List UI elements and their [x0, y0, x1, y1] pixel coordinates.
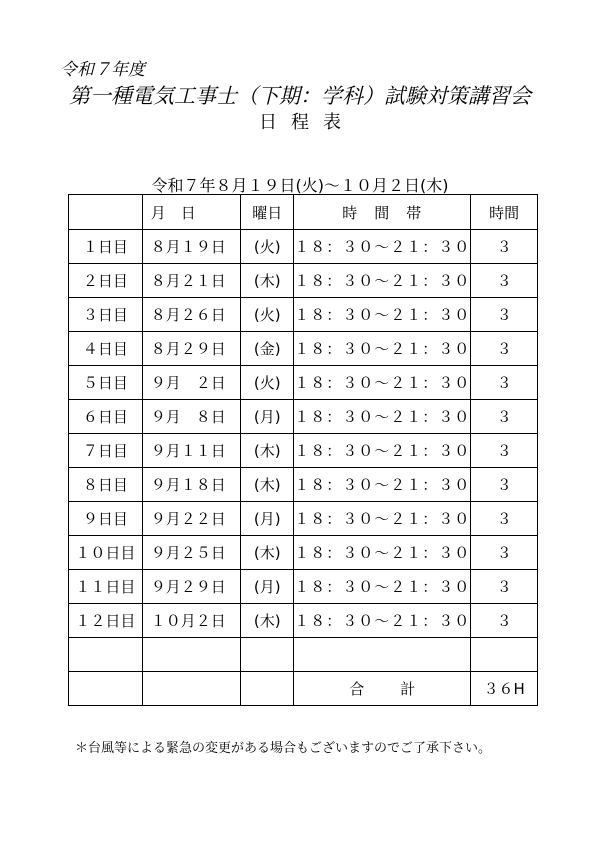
hours-cell: ３	[471, 400, 538, 434]
day-cell: ２日目	[69, 264, 143, 298]
weekday-cell: (木)	[241, 604, 294, 638]
schedule-body	[69, 230, 538, 706]
table-row	[69, 400, 538, 434]
time-cell: １８：３０～２１：３０	[294, 604, 471, 638]
time-cell: １８：３０～２１：３０	[294, 468, 471, 502]
schedule-table	[68, 194, 538, 706]
hours-cell: ３	[471, 264, 538, 298]
table-row	[69, 264, 538, 298]
table-row	[69, 298, 538, 332]
day-cell: １１日目	[69, 570, 143, 604]
weekday-cell: (火)	[241, 298, 294, 332]
weekday-cell: (火)	[241, 230, 294, 264]
date-cell: ９月 ２日	[142, 366, 240, 400]
time-cell: １８：３０～２１：３０	[294, 536, 471, 570]
date-cell: １０月２日	[142, 604, 240, 638]
header-cell-day	[69, 195, 143, 230]
header-cell-date: 月 日	[142, 195, 240, 230]
fiscal-year-label: 令和７年度	[60, 60, 145, 80]
table-row	[69, 536, 538, 570]
date-cell: ９月２２日	[142, 502, 240, 536]
hours-cell: ３	[471, 468, 538, 502]
hours-cell: ３	[471, 502, 538, 536]
table-row	[69, 468, 538, 502]
day-cell: ４日目	[69, 332, 143, 366]
date-cell: ９月１８日	[142, 468, 240, 502]
date-cell: ９月１１日	[142, 434, 240, 468]
hours-cell: ３	[471, 332, 538, 366]
table-row	[69, 570, 538, 604]
document-title: 第一種電気工事士（下期：学科）試験対策講習会	[69, 84, 531, 108]
time-cell: １８：３０～２１：３０	[294, 366, 471, 400]
weekday-cell: (金)	[241, 332, 294, 366]
day-cell: ５日目	[69, 366, 143, 400]
table-row	[69, 604, 538, 638]
total-row	[69, 672, 538, 706]
hours-cell: ３	[471, 604, 538, 638]
table-row	[69, 230, 538, 264]
hours-cell: ３	[471, 230, 538, 264]
empty-row	[69, 638, 538, 672]
weekday-cell: (火)	[241, 366, 294, 400]
day-cell: １日目	[69, 230, 143, 264]
day-cell: ３日目	[69, 298, 143, 332]
table-row	[69, 366, 538, 400]
header-cell-time: 時 間 帯	[294, 195, 471, 230]
table-row	[69, 502, 538, 536]
weekday-cell: (月)	[241, 400, 294, 434]
date-cell: ８月２６日	[142, 298, 240, 332]
hours-cell: ３	[471, 536, 538, 570]
date-cell: ８月２１日	[142, 264, 240, 298]
time-cell: １８：３０～２１：３０	[294, 570, 471, 604]
time-cell: １８：３０～２１：３０	[294, 400, 471, 434]
table-header-row	[69, 195, 538, 230]
date-cell: ８月１９日	[142, 230, 240, 264]
hours-cell: ３	[471, 434, 538, 468]
weekday-cell: (木)	[241, 434, 294, 468]
time-cell: １８：３０～２１：３０	[294, 332, 471, 366]
header-cell-weekday: 曜日	[241, 195, 294, 230]
time-cell: １８：３０～２１：３０	[294, 434, 471, 468]
total-hours: ３６H	[471, 672, 538, 706]
day-cell: ９日目	[69, 502, 143, 536]
date-cell: ９月２５日	[142, 536, 240, 570]
weekday-cell: (月)	[241, 502, 294, 536]
date-cell: ９月２９日	[142, 570, 240, 604]
day-cell: １２日目	[69, 604, 143, 638]
table-row	[69, 434, 538, 468]
day-cell: １０日目	[69, 536, 143, 570]
date-cell: ９月 ８日	[142, 400, 240, 434]
time-cell: １８：３０～２１：３０	[294, 502, 471, 536]
hours-cell: ３	[471, 366, 538, 400]
weekday-cell: (木)	[241, 468, 294, 502]
total-label: 合計	[294, 672, 471, 706]
time-cell: １８：３０～２１：３０	[294, 298, 471, 332]
weekday-cell: (月)	[241, 570, 294, 604]
day-cell: ８日目	[69, 468, 143, 502]
weekday-cell: (木)	[241, 264, 294, 298]
day-cell: ７日目	[69, 434, 143, 468]
document-subtitle: 日程表	[259, 112, 355, 133]
course-period: 令和７年８月１９日(火)～１０月２日(木)	[151, 176, 449, 195]
time-cell: １８：３０～２１：３０	[294, 230, 471, 264]
hours-cell: ３	[471, 298, 538, 332]
weekday-cell: (木)	[241, 536, 294, 570]
date-cell: ８月２９日	[142, 332, 240, 366]
footnote: ＊台風等による緊急の変更がある場合もございますのでご了承下さい。	[75, 741, 492, 756]
day-cell: ６日目	[69, 400, 143, 434]
table-row	[69, 332, 538, 366]
time-cell: １８：３０～２１：３０	[294, 264, 471, 298]
hours-cell: ３	[471, 570, 538, 604]
header-cell-hours: 時間	[471, 195, 538, 230]
